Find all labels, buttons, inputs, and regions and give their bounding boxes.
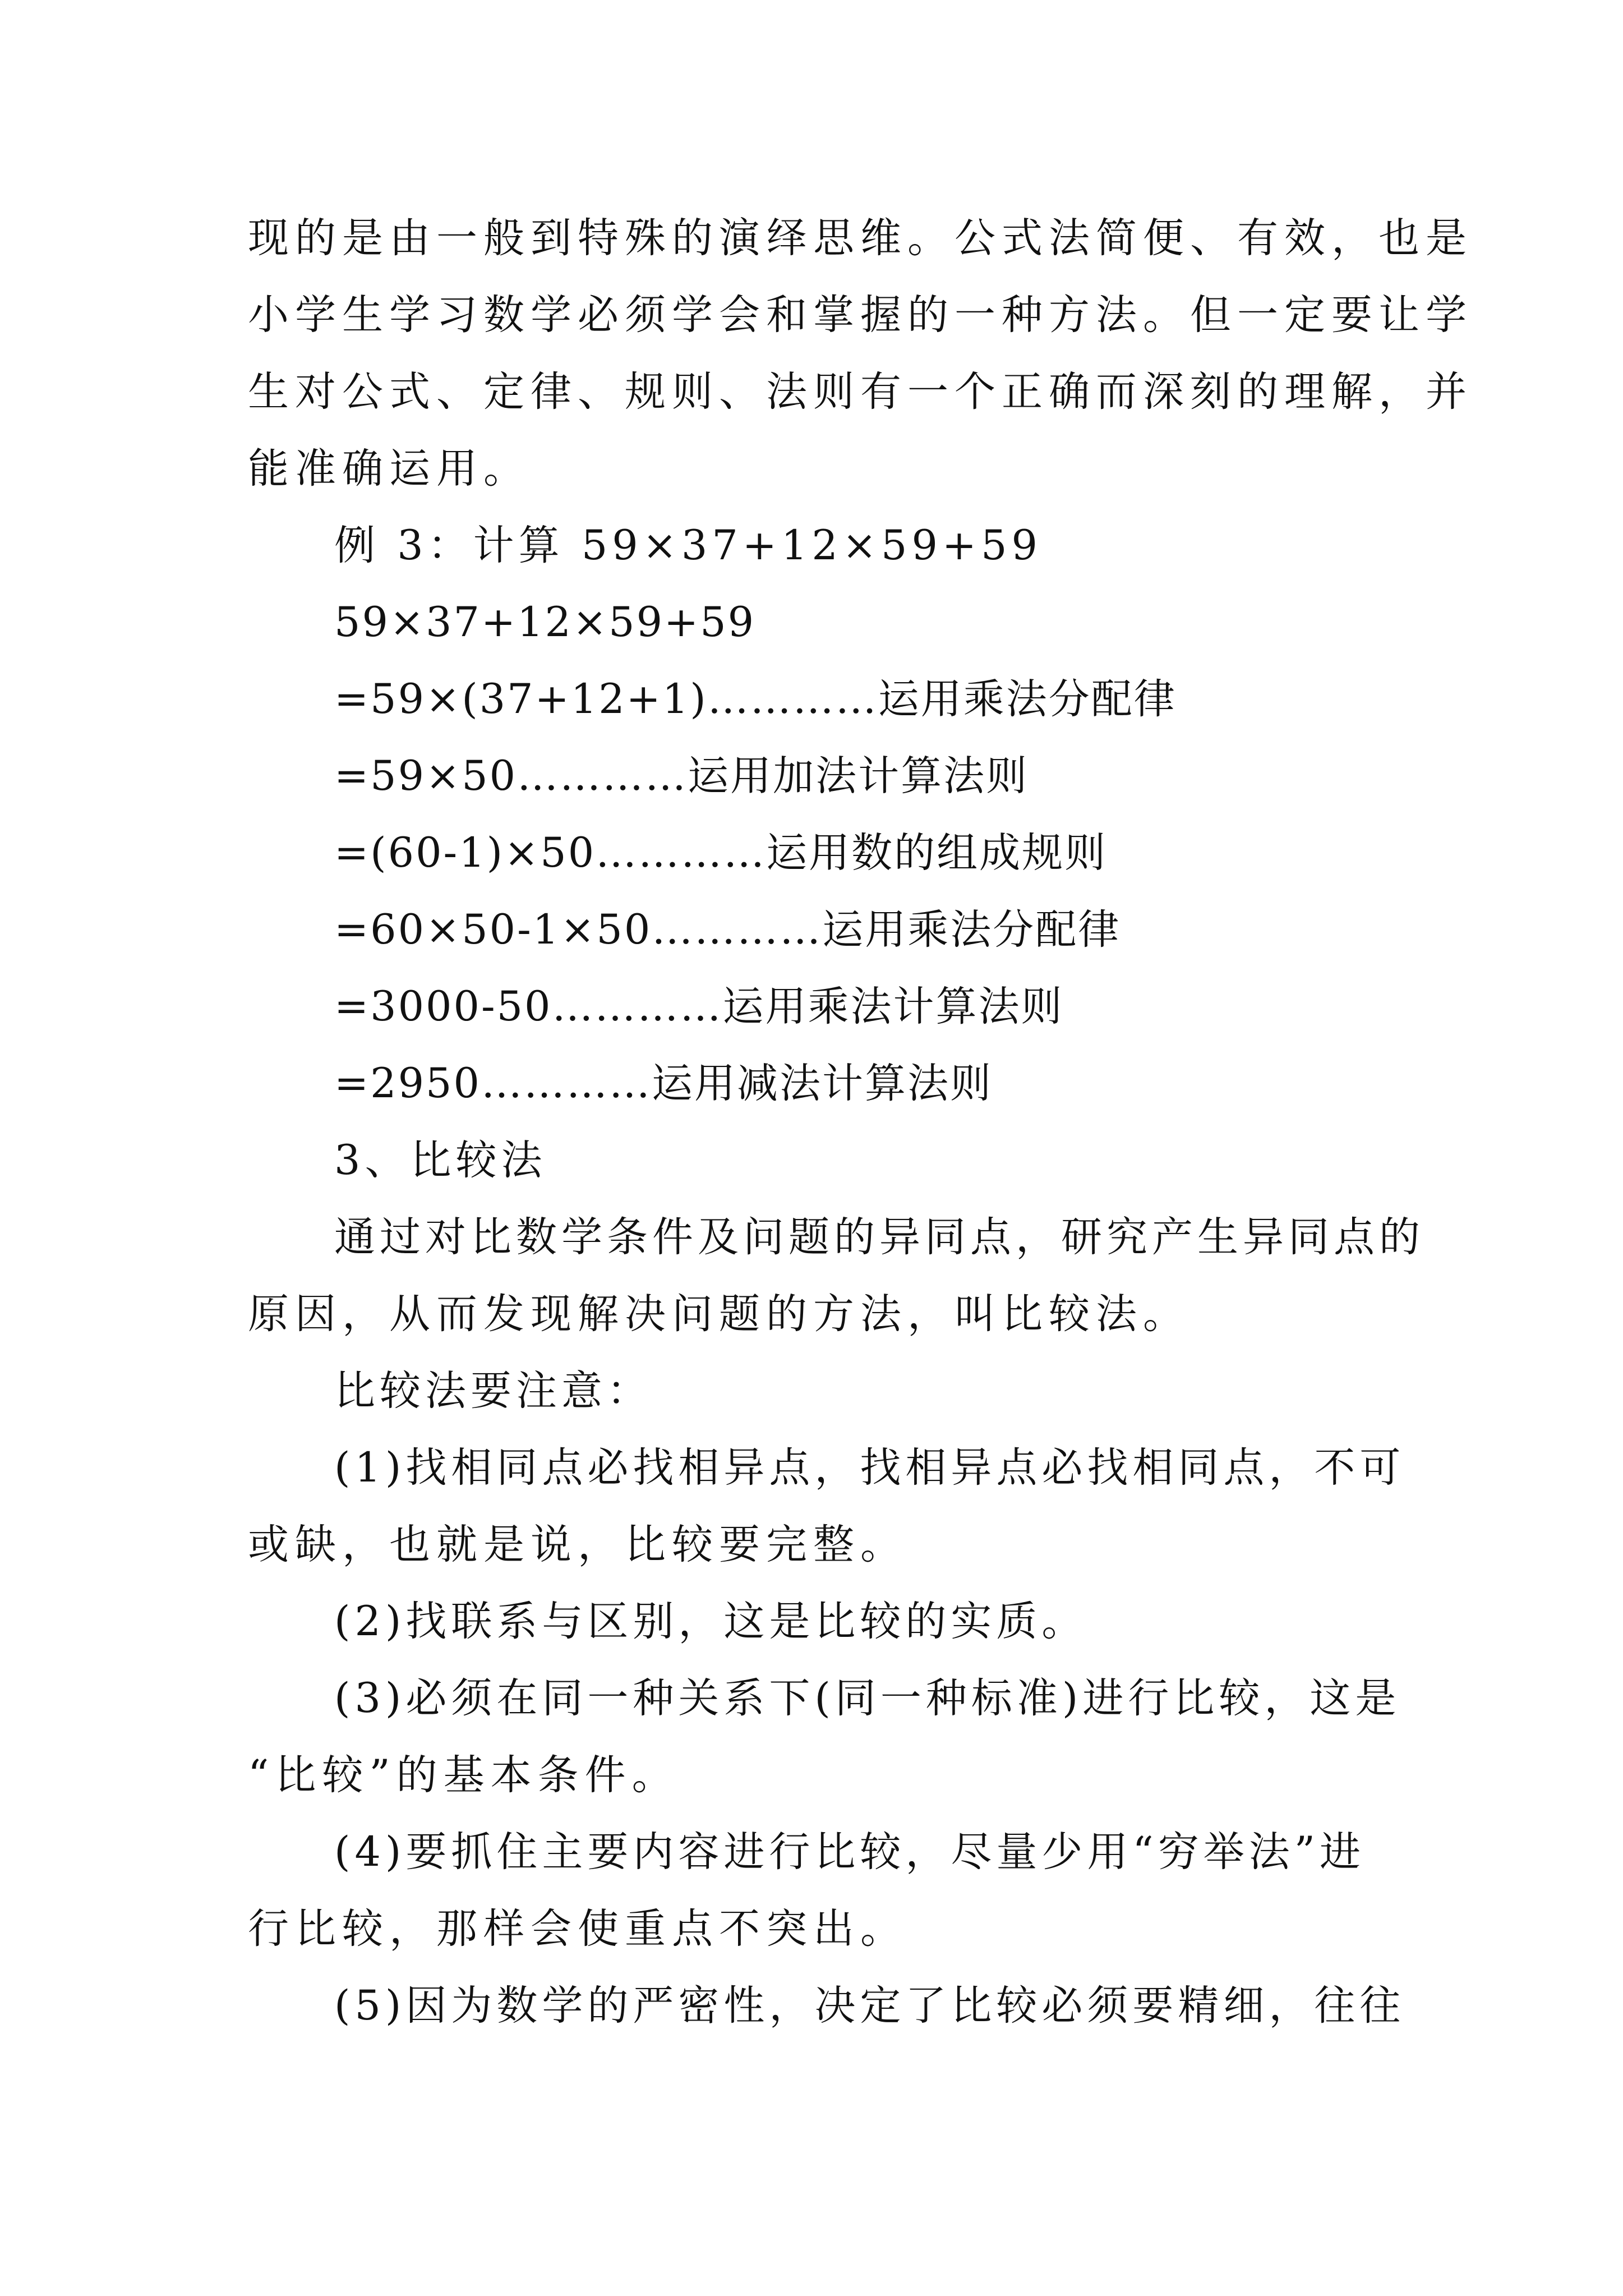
paragraph-line: 小学生学习数学必须学会和掌握的一种方法。但一定要让学	[248, 291, 1473, 339]
note-line: (1)找相同点必找相异点，找相异点必找相同点，不可	[334, 1444, 1405, 1492]
note-line: 或缺，也就是说，比较要完整。	[248, 1521, 907, 1568]
note-line: “比较”的基本条件。	[248, 1751, 679, 1799]
math-step: =2950…………运用减法计算法则	[334, 1060, 993, 1107]
note-line: (3)必须在同一种关系下(同一种标准)进行比较，这是	[334, 1674, 1401, 1722]
note-line: 行比较，那样会使重点不突出。	[248, 1905, 907, 1953]
paragraph-line: 现的是由一般到特殊的演绎思维。公式法简便、有效，也是	[248, 214, 1473, 262]
math-step: =59×50…………运用加法计算法则	[334, 752, 1029, 800]
math-step: =59×(37+12+1)…………运用乘法分配律	[334, 675, 1177, 723]
math-step: 59×37+12×59+59	[334, 599, 756, 646]
notes-intro: 比较法要注意：	[334, 1367, 652, 1415]
note-line: (5)因为数学的严密性，决定了比较必须要精细，往往	[334, 1982, 1405, 2030]
math-step: =(60-1)×50…………运用数的组成规则	[334, 829, 1108, 877]
definition-line: 原因，从而发现解决问题的方法，叫比较法。	[248, 1290, 1190, 1338]
math-step: =60×50-1×50…………运用乘法分配律	[334, 906, 1121, 954]
math-step: =3000-50…………运用乘法计算法则	[334, 983, 1064, 1030]
example-title: 例 3：计算 59×37+12×59+59	[334, 522, 1042, 569]
note-line: (4)要抓住主要内容进行比较，尽量少用“穷举法”进	[334, 1828, 1366, 1876]
note-line: (2)找联系与区别，这是比较的实质。	[334, 1598, 1087, 1645]
paragraph-line: 生对公式、定律、规则、法则有一个正确而深刻的理解，并	[248, 368, 1473, 416]
paragraph-line: 能准确运用。	[248, 445, 531, 493]
definition-line: 通过对比数学条件及问题的异同点，研究产生异同点的	[334, 1213, 1424, 1261]
section-heading: 3、比较法	[334, 1137, 547, 1184]
